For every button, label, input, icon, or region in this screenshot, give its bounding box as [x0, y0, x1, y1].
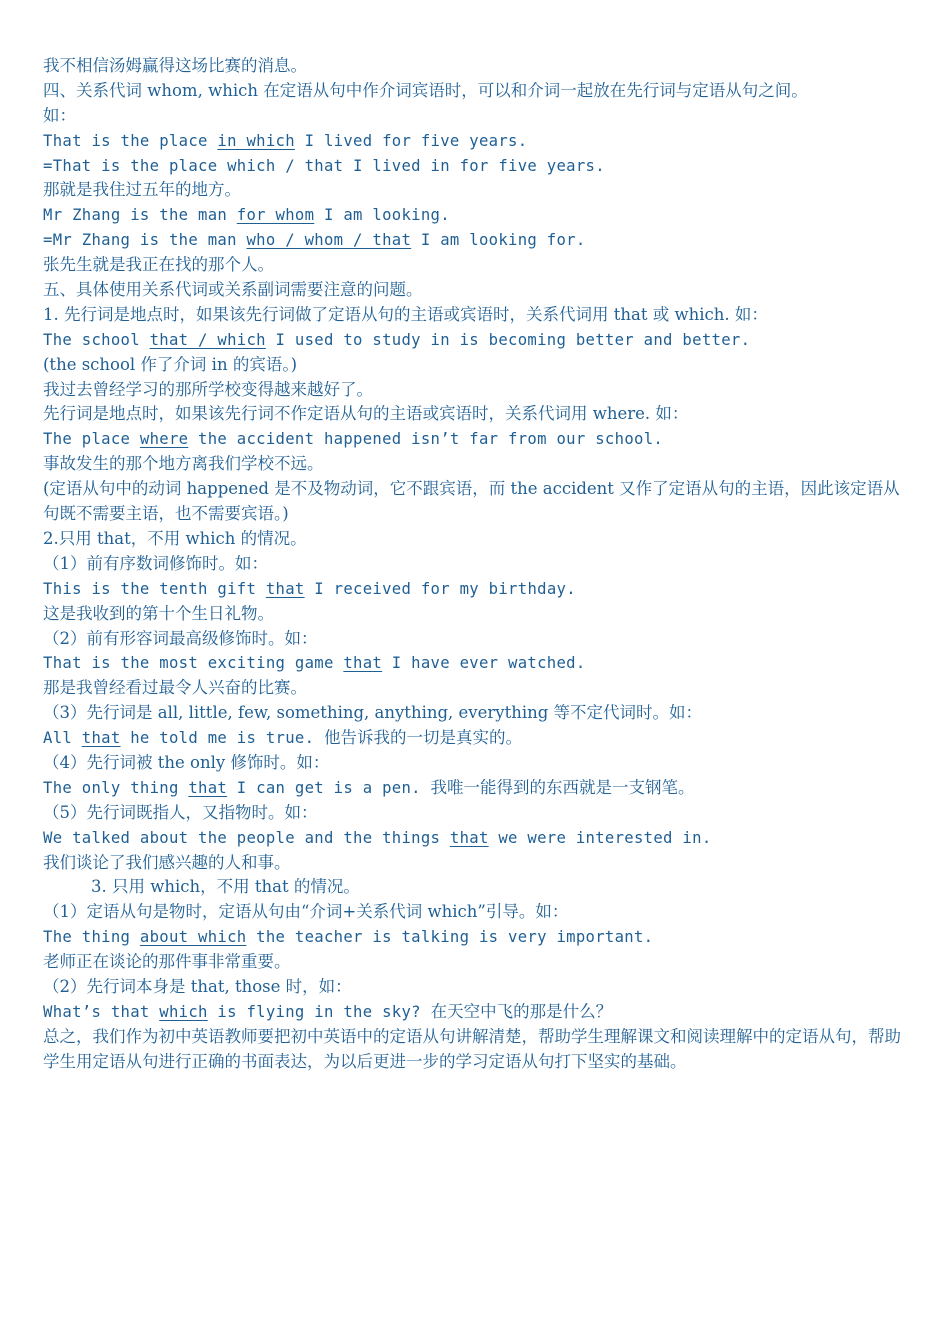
- underlined-phrase: where: [139, 430, 189, 449]
- example-sentence: The thing about which the teacher is talking is very important.: [43, 928, 654, 947]
- text-line: （1）定语从句是物时，定语从句由“介词+关系代词 which”引导。如：: [43, 902, 569, 922]
- example-sentence: That is the most exciting game that I have ever watched.: [43, 654, 586, 673]
- underlined-phrase: that: [265, 579, 305, 598]
- underlined-phrase: that / which: [149, 330, 266, 349]
- document-body: [43, 54, 903, 1075]
- example-sentence: The place where the accident happened isn’t far from our school.: [43, 430, 664, 449]
- underlined-phrase: that: [188, 778, 228, 797]
- note-line: (the school 作了介词 in 的宾语。): [43, 354, 298, 374]
- text-line: 如：: [43, 105, 76, 125]
- example-sentence: We talked about the people and the things that we were interested in.: [43, 828, 712, 847]
- text-line: （5）先行词既指人，又指物时。如：: [43, 802, 318, 822]
- example-sentence: What’s that which is flying in the sky? 在天空中飞的那是什么？: [43, 1001, 613, 1021]
- underlined-phrase: who / whom / that: [246, 231, 412, 250]
- underlined-phrase: which: [159, 1002, 208, 1021]
- translation-line: 事故发生的那个地方离我们学校不远。: [43, 454, 324, 474]
- translation-line: 这是我收到的第十个生日礼物。: [43, 603, 274, 623]
- text-line: 1. 先行词是地点时，如果该先行词做了定语从句的主语或宾语时，关系代词用 that 或 which. 如：: [43, 304, 768, 324]
- example-sentence: That is the place in which I lived for five years.: [43, 131, 528, 150]
- translation-line: 那是我曾经看过最令人兴奋的比赛。: [43, 678, 307, 698]
- text-line: 我不相信汤姆赢得这场比赛的消息。: [43, 56, 307, 75]
- example-sentence: All that he told me is true. 他告诉我的一切是真实的。: [43, 728, 522, 748]
- translation-line: 我们谈论了我们感兴趣的人和事。: [43, 852, 291, 872]
- underlined-phrase: that: [81, 729, 121, 748]
- text-line: （2）先行词本身是 that, those 时，如：: [43, 976, 352, 996]
- conclusion-paragraph: 总之，我们作为初中英语教师要把初中英语中的定语从句讲解清楚，帮助学生理解课文和阅读理解中的定语从句，帮助学生用定语从句进行正确的书面表达，为以后更进一步的学习定语从句打下坚实的基础。: [43, 1026, 901, 1071]
- example-sentence: The school that / which I used to study in is becoming better and better.: [43, 330, 751, 349]
- example-sentence: =Mr Zhang is the man who / whom / that I am looking for.: [43, 231, 586, 250]
- section-heading: 五、具体使用关系代词或关系副词需要注意的问题。: [43, 280, 423, 300]
- subsection-heading: 3. 只用 which，不用 that 的情况。: [91, 877, 360, 897]
- underlined-phrase: about which: [139, 928, 247, 947]
- underlined-phrase: in which: [217, 131, 295, 150]
- underlined-phrase: for whom: [236, 206, 315, 225]
- text-line: 先行词是地点时，如果该先行词不作定语从句的主语或宾语时，关系代词用 where. 如：: [43, 404, 689, 424]
- translation-line: 老师正在谈论的那件事非常重要。: [43, 952, 291, 972]
- translation-line: 我过去曾经学习的那所学校变得越来越好了。: [43, 379, 373, 399]
- text-line: （2）前有形容词最高级修饰时。如：: [43, 628, 318, 648]
- section-heading: 四、关系代词 whom, which 在定语从句中作介词宾语时，可以和介词一起放在先行词与定语从句之间。: [43, 80, 808, 100]
- translation-line: 那就是我住过五年的地方。: [43, 180, 241, 200]
- text-line: （3）先行词是 all, little, few, something, anything, everything 等不定代词时。如：: [43, 703, 703, 723]
- underlined-phrase: that: [449, 828, 489, 847]
- text-line: （1）前有序数词修饰时。如：: [43, 553, 268, 573]
- translation-line: 张先生就是我正在找的那个人。: [43, 255, 274, 275]
- subsection-heading: 2.只用 that，不用 which 的情况。: [43, 528, 307, 548]
- example-sentence: =That is the place which / that I lived in for five years.: [43, 156, 605, 175]
- underlined-phrase: that: [343, 654, 383, 673]
- example-sentence: Mr Zhang is the man for whom I am looking.: [43, 206, 450, 225]
- note-paragraph: (定语从句中的动词 happened 是不及物动词，它不跟宾语，而 the accident 又作了定语从句的主语，因此该定语从句既不需要主语，也不需要宾语。): [43, 479, 900, 524]
- example-sentence: This is the tenth gift that I received for my birthday.: [43, 579, 576, 598]
- text-line: （4）先行词被 the only 修饰时。如：: [43, 752, 330, 772]
- example-sentence: The only thing that I can get is a pen. 我唯一能得到的东西就是一支钢笔。: [43, 777, 695, 797]
